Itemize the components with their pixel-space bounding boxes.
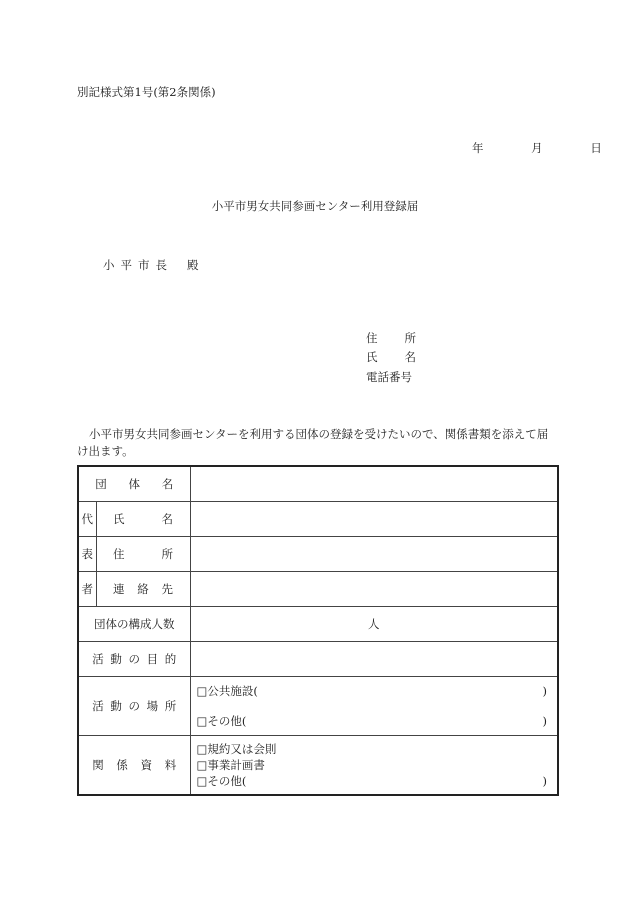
- rep-name-label: 氏名: [96, 502, 190, 537]
- date-line: [472, 140, 602, 156]
- rep-address-field[interactable]: [190, 537, 558, 572]
- date-day: 日: [590, 141, 602, 155]
- representative-label: 代: [78, 502, 96, 537]
- applicant-name-label: 氏名: [366, 350, 416, 364]
- rep-name-field[interactable]: [190, 502, 558, 537]
- docs-option-rules[interactable]: □規約又は会則: [196, 742, 277, 756]
- rep-contact-label: 連絡先: [96, 572, 190, 607]
- applicant-phone-label: 電話番号: [366, 370, 412, 384]
- rep-contact-field[interactable]: [190, 572, 558, 607]
- members-label: 団体の構成人数: [78, 607, 190, 642]
- members-unit: 人: [368, 617, 380, 631]
- document-title: 小平市男女共同参画センター利用登録届: [211, 199, 419, 213]
- place-option-public[interactable]: □公共施設( ): [196, 684, 547, 698]
- purpose-field[interactable]: [190, 642, 558, 677]
- docs-option-plan[interactable]: □事業計画書: [196, 758, 265, 772]
- group-name-label: 団体名: [78, 466, 190, 502]
- representative-label: 者: [78, 572, 96, 607]
- form-reference: 別記様式第1号(第2条関係): [77, 85, 216, 99]
- purpose-label: 活動の目的: [78, 642, 190, 677]
- group-name-field[interactable]: [190, 466, 558, 502]
- addressee-honorific: 殿: [187, 258, 199, 272]
- place-option-other[interactable]: □その他( ): [196, 714, 547, 728]
- place-field: [190, 677, 558, 736]
- representative-label: 表: [78, 537, 96, 572]
- docs-option-other[interactable]: □その他( ): [196, 774, 547, 788]
- place-label: 活動の場所: [78, 677, 190, 736]
- docs-field: [190, 736, 558, 796]
- applicant-address-label: 住所: [366, 331, 416, 345]
- members-field[interactable]: [190, 607, 558, 642]
- docs-label: 関係資料: [78, 736, 190, 796]
- body-text: 小平市男女共同参画センターを利用する団体の登録を受けたいので、関係書類を添えて届け出ます。: [77, 427, 549, 458]
- registration-table: [77, 465, 559, 796]
- addressee: 小平市長: [103, 258, 173, 272]
- rep-address-label: 住所: [96, 537, 190, 572]
- date-year: 年: [472, 141, 484, 155]
- date-month: 月: [531, 141, 543, 155]
